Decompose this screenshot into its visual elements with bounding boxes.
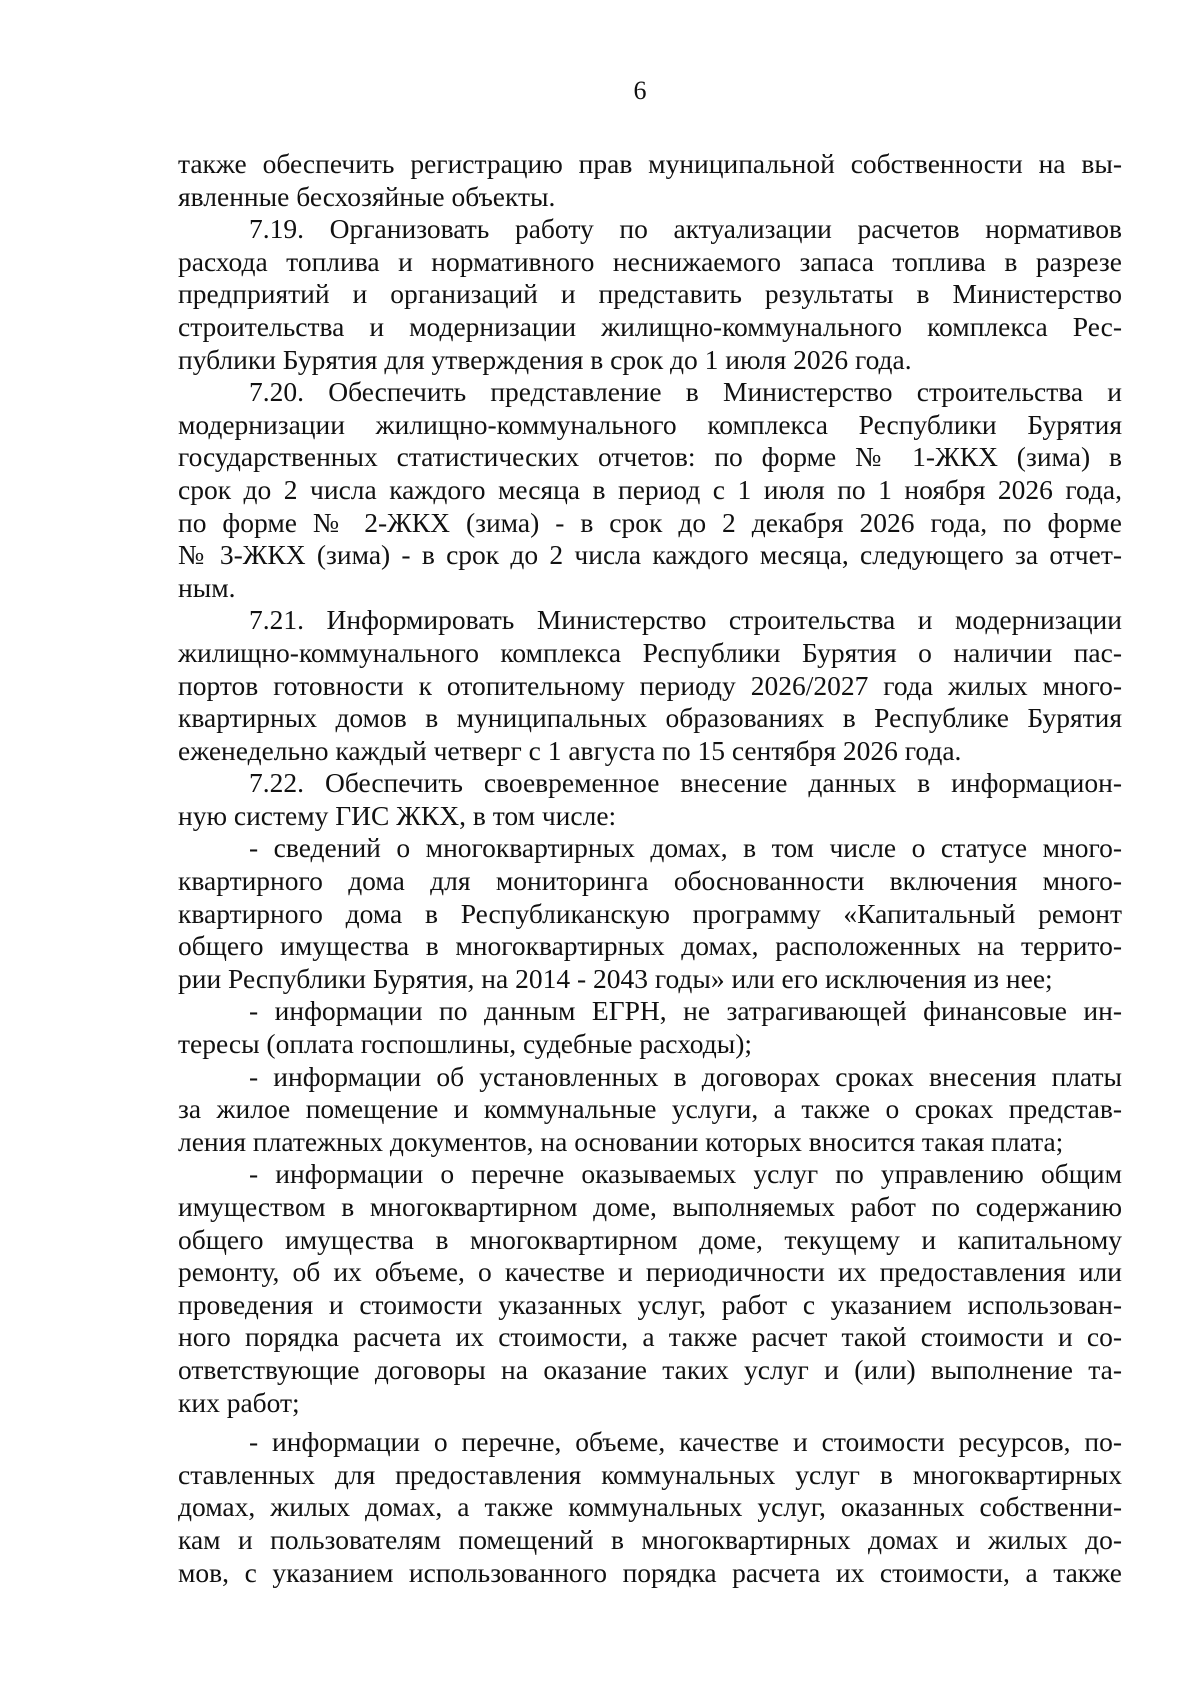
text-line: строительства и модернизации жилищно-коммунального комплекса Рес-	[178, 310, 1122, 342]
text-line: модернизации жилищно-коммунального комплекса Республики Бурятия	[178, 408, 1122, 440]
text-line: предприятий и организаций и представить результаты в Министерство	[178, 278, 1122, 310]
text-line: ления платежных документов, на основании которых вносится такая плата;	[178, 1125, 1064, 1157]
paragraph	[178, 1061, 1122, 1159]
text-line: имуществом в многоквартирном доме, выполняемых работ по содержанию	[178, 1191, 1122, 1222]
text-line: - информации о перечне, объеме, качестве и стоимости ресурсов, по-	[249, 1426, 1122, 1458]
text-line: также обеспечить регистрацию прав муниципальной собственности на вы-	[178, 148, 1122, 179]
page-number: 6	[633, 76, 647, 105]
text-line: 7.20. Обеспечить представление в Министерство строительства и	[249, 376, 1122, 408]
text-line: расхода топлива и нормативного неснижаемого запаса топлива в разрезе	[178, 245, 1122, 277]
text-line: срок до 2 числа каждого месяца в период с 1 июля по 1 ноября 2026 года,	[178, 473, 1122, 505]
text-line: 7.21. Информировать Министерство строительства и модернизации	[249, 604, 1122, 636]
paragraph	[178, 1426, 1122, 1589]
text-line: - информации по данным ЕГРН, не затрагивающей финансовые ин-	[249, 995, 1122, 1027]
text-line: ную систему ГИС ЖКХ, в том числе:	[178, 799, 617, 831]
text-line: по форме № 2-ЖКХ (зима) - в срок до 2 декабря 2026 года, по форме	[178, 506, 1122, 538]
text-line: портов готовности к отопительному периоду 2026/2027 года жилых много-	[178, 669, 1122, 701]
paragraph	[178, 213, 1122, 376]
text-line: тересы (оплата госпошлины, судебные расходы);	[178, 1028, 753, 1060]
text-line: домах, жилых домах, а также коммунальных услуг, оказанных собственни-	[178, 1491, 1122, 1523]
document-body	[178, 148, 1122, 1589]
text-line: общего имущества в многоквартирном доме, текущему и капитальному	[178, 1223, 1122, 1255]
text-line: ным.	[178, 571, 236, 603]
text-line: мов, с указанием использованного порядка расчета их стоимости, а также	[178, 1556, 1122, 1588]
text-line: проведения и стоимости указанных услуг, работ с указанием использован-	[178, 1288, 1122, 1320]
text-line: - информации об установленных в договорах сроках внесения платы	[249, 1060, 1122, 1092]
paragraph	[178, 995, 1122, 1060]
text-line: ремонту, об их объеме, о качестве и периодичности их предоставления или	[178, 1256, 1122, 1288]
text-line: за жилое помещение и коммунальные услуги, а также о сроках представ-	[178, 1093, 1122, 1125]
paragraph	[178, 376, 1122, 604]
text-line: кам и пользователям помещений в многоквартирных домах и жилых до-	[178, 1523, 1122, 1555]
paragraph	[178, 604, 1122, 767]
text-line: явленные бесхозяйные объекты.	[178, 180, 556, 212]
text-line: ного порядка расчета их стоимости, а также расчет такой стоимости и со-	[178, 1321, 1122, 1353]
text-line: 7.19. Организовать работу по актуализации расчетов нормативов	[249, 213, 1122, 245]
paragraph	[178, 1158, 1122, 1419]
text-line: - сведений о многоквартирных домах, в том числе о статусе много-	[249, 832, 1122, 864]
text-line: квартирных домов в муниципальных образованиях в Республике Бурятия	[178, 702, 1122, 734]
text-line: государственных статистических отчетов: по форме № 1-ЖКХ (зима) в	[178, 441, 1122, 473]
text-line: ставленных для предоставления коммунальных услуг в многоквартирных	[178, 1458, 1122, 1490]
text-line: № 3-ЖКХ (зима) - в срок до 2 числа каждого месяца, следующего за отчет-	[178, 539, 1122, 571]
text-line: рии Республики Бурятия, на 2014 - 2043 годы» или его исключения из нее;	[178, 962, 1053, 994]
text-line: публики Бурятия для утверждения в срок до 1 июля 2026 года.	[178, 343, 912, 375]
paragraph	[178, 767, 1122, 832]
text-line: 7.22. Обеспечить своевременное внесение данных в информацион-	[249, 767, 1122, 799]
text-line: ких работ;	[178, 1386, 300, 1418]
text-line: еженедельно каждый четверг с 1 августа по 15 сентября 2026 года.	[178, 734, 962, 766]
paragraph	[178, 832, 1122, 995]
paragraph	[178, 148, 1122, 213]
text-line: квартирного дома для мониторинга обоснованности включения много-	[178, 865, 1122, 897]
text-line: - информации о перечне оказываемых услуг по управлению общим	[249, 1158, 1122, 1190]
text-line: жилищно-коммунального комплекса Республики Бурятия о наличии пас-	[178, 636, 1122, 668]
text-line: ответствующие договоры на оказание таких услуг и (или) выполнение та-	[178, 1353, 1122, 1385]
text-line: квартирного дома в Республиканскую программу «Капитальный ремонт	[178, 897, 1122, 929]
text-line: общего имущества в многоквартирных домах, расположенных на террито-	[178, 930, 1122, 962]
